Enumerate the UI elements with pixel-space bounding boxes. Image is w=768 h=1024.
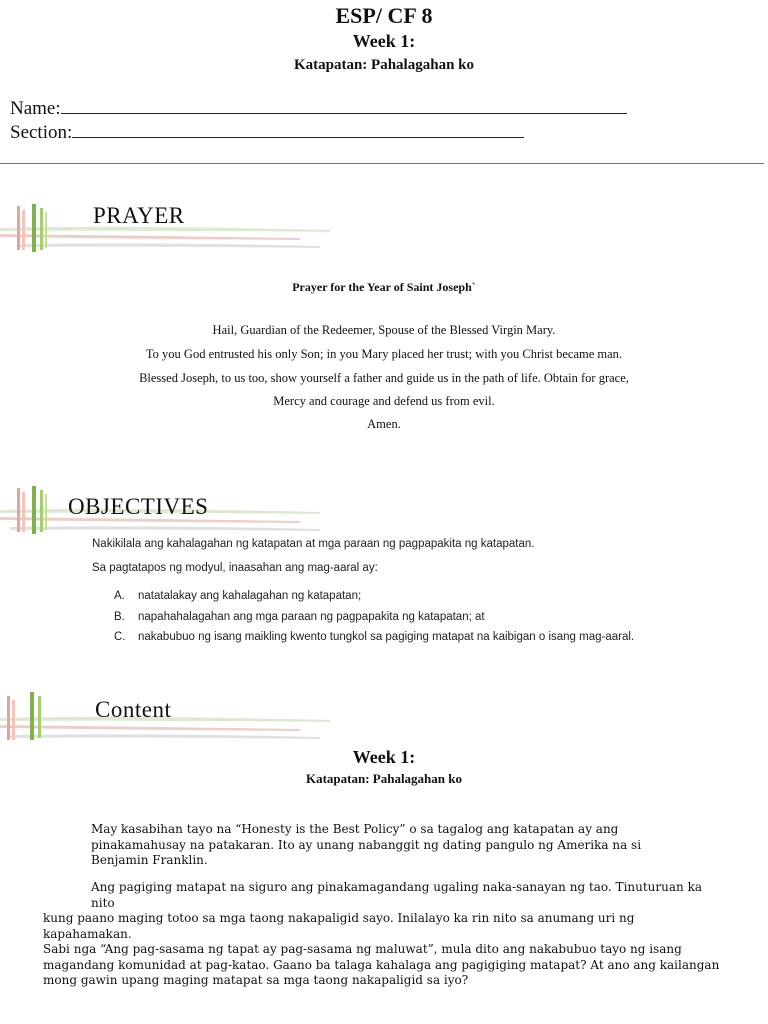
section-input-line[interactable] bbox=[72, 119, 524, 138]
prayer-heading: Prayer for the Year of Saint Joseph` bbox=[292, 280, 476, 294]
objective-marker: B. bbox=[114, 611, 125, 623]
section-field[interactable] bbox=[10, 119, 524, 144]
objective-marker: A. bbox=[114, 590, 125, 602]
paragraph-line: kung paano maging totoo sa mga taong nakapaligid sayo. Inilalayo ka rin nito sa anumang uri ng kapahamakan. bbox=[43, 911, 635, 941]
objective-item bbox=[114, 609, 674, 625]
name-field[interactable] bbox=[10, 95, 627, 120]
paragraph-line: May kasabihan tayo na “Honesty is the Best Policy” o sa tagalog ang katapatan ay ang bbox=[91, 822, 619, 836]
header-divider bbox=[0, 163, 764, 164]
paragraph-line: magandang komunidad at pag-katao. Gaano ba talaga kahalaga ang pagigiging matapat? At ano ang kailangan bbox=[43, 957, 720, 972]
objective-text: nakabubuo ng isang maikling kwento tungkol sa pagiging matapat na kaibigan o isang mag-aaral. bbox=[138, 631, 635, 643]
paragraph-line: Sabi nga “Ang pag-sasama ng tapat ay pag-sasama ng maluwat”, mula dito ang nakabubuo tayo ng isang bbox=[43, 942, 682, 956]
week-label: Week 1: bbox=[352, 31, 416, 51]
content-paragraph-2 bbox=[43, 880, 723, 989]
content-topic-title: Katapatan: Pahalagahan ko bbox=[305, 771, 463, 786]
objectives-section-title: OBJECTIVES bbox=[68, 494, 209, 519]
paragraph-line: Ang pagiging matapat na siguro ang pinakamagandang ugaling naka-sanayan ng tao. Tinuturuan ka nito bbox=[91, 880, 702, 910]
paragraph-line: pinakamahusay na patakaran. Ito ay unang nabanggit ng dating pangulo ng Amerika na si bbox=[91, 837, 642, 852]
prayer-section-title: PRAYER bbox=[93, 203, 185, 228]
section-label: Section: bbox=[10, 122, 73, 143]
prayer-line: Hail, Guardian of the Redeemer, Spouse of the Blessed Virgin Mary. bbox=[212, 323, 556, 337]
prayer-amen: Amen. bbox=[367, 417, 401, 431]
topic-title: Katapatan: Pahalagahan ko bbox=[293, 57, 475, 73]
prayer-line: Mercy and courage and defend us from evil. bbox=[273, 394, 495, 408]
objective-marker: C. bbox=[114, 631, 126, 643]
name-input-line[interactable] bbox=[61, 95, 627, 114]
objectives-lead: Sa pagtatapos ng modyul, inaasahan ang mag-aaral ay: bbox=[92, 562, 378, 574]
content-section-title: Content bbox=[95, 697, 172, 722]
content-banner bbox=[0, 688, 330, 748]
prayer-banner bbox=[0, 200, 330, 260]
objective-text: napahahalagahan ang mga paraan ng pagpapakita ng katapatan; at bbox=[138, 611, 485, 623]
objectives-banner bbox=[0, 484, 330, 544]
objective-item bbox=[114, 588, 674, 604]
objectives-intro: Nakikilala ang kahalagahan ng katapatan at mga paraan ng pagpapakita ng katapatan. bbox=[92, 538, 535, 550]
objective-item bbox=[114, 629, 674, 645]
document-title: ESP/ CF 8 bbox=[335, 3, 433, 28]
content-week-label: Week 1: bbox=[352, 747, 416, 767]
paragraph-line: mong gawin upang maging matapat sa mga taong nakapaligid sa iyo? bbox=[43, 973, 469, 987]
name-label: Name: bbox=[10, 98, 61, 119]
paragraph-line: Benjamin Franklin. bbox=[91, 853, 208, 867]
content-paragraph-1 bbox=[43, 822, 723, 869]
prayer-line: To you God entrusted his only Son; in you Mary placed her trust; with you Christ became man. bbox=[145, 347, 623, 361]
objective-text: natatalakay ang kahalagahan ng katapatan; bbox=[138, 590, 362, 602]
prayer-line: Blessed Joseph, to us too, show yourself a father and guide us in the path of life. Obtain for grace, bbox=[139, 371, 629, 385]
